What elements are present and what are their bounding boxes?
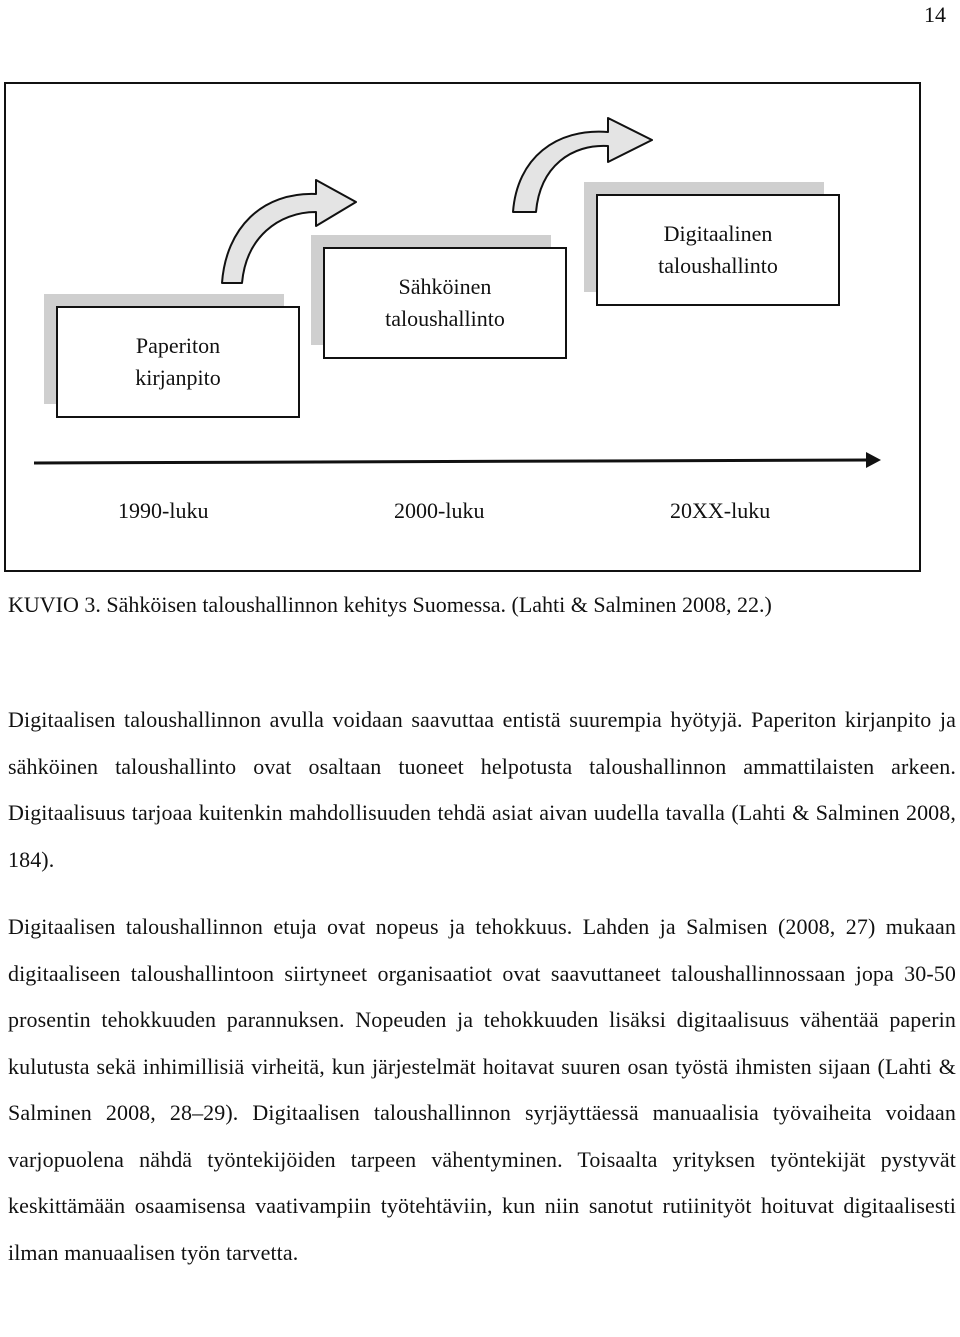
body-paragraph: Digitaalisen taloushallinnon avulla voidaan saavuttaa entistä suurempia hyötyjä. Paperiton kirjanpito ja sähköinen taloushallinto ovat osaltaan tuoneet helpotusta taloushallinnon ammattilaisten arkeen. Digitaalisuus tarjoaa kuitenkin mahdollisuuden tehdä asiat aivan uudella tavalla (Lahti & Salminen 2008, 184).: [8, 707, 956, 872]
curved-arrow-icon: [222, 180, 356, 283]
figure-caption: KUVIO 3. Sähköisen taloushallinnon kehitys Suomessa. (Lahti & Salminen 2008, 22.): [8, 592, 772, 617]
stage-label: Paperiton kirjanpito: [135, 333, 221, 390]
era-label-2000: 2000-luku: [394, 498, 485, 523]
stage-label: Digitaalinen taloushallinto: [658, 221, 778, 278]
era-label-1990: 1990-luku: [118, 498, 209, 523]
page-number: 14: [924, 2, 946, 27]
era-label-20xx: 20XX-luku: [670, 498, 771, 523]
stage-label: Sähköinen taloushallinto: [385, 274, 505, 331]
curved-arrow-icon: [513, 118, 652, 212]
body-paragraph: Digitaalisen taloushallinnon etuja ovat nopeus ja tehokkuus. Lahden ja Salmisen (2008, 27) mukaan digitaaliseen taloushallintoon siirtyneet organisaatiot ovat saavuttaneet taloushallinnossaan jopa 30-50 prosentin tehokkuuden parannuksen. Nopeuden ja tehokkuuden lisäksi digitaalisuus vähentää paperin kulutusta sekä inhimillisiä virheitä, kun järjestelmät hoitavat suuren osan työstä ihmisten sijaan (Lahti & Salminen 2008, 28–29). Digitaalisen taloushallinnon syrjäyttäessä manuaalisia työvaiheita voidaan varjopuolena nähdä työntekijöiden tarpeen vähentyminen. Toisaalta yrityksen työntekijät pystyvät keskittämään osaamisensa vaativampiin työtehtäviin, kun niin sanotut rutiinityöt hoituvat digitaalisesti ilman manuaalisen työn tarvetta.: [8, 914, 956, 1265]
timeline-axis: [34, 460, 868, 463]
timeline-arrowhead-icon: [866, 452, 881, 468]
